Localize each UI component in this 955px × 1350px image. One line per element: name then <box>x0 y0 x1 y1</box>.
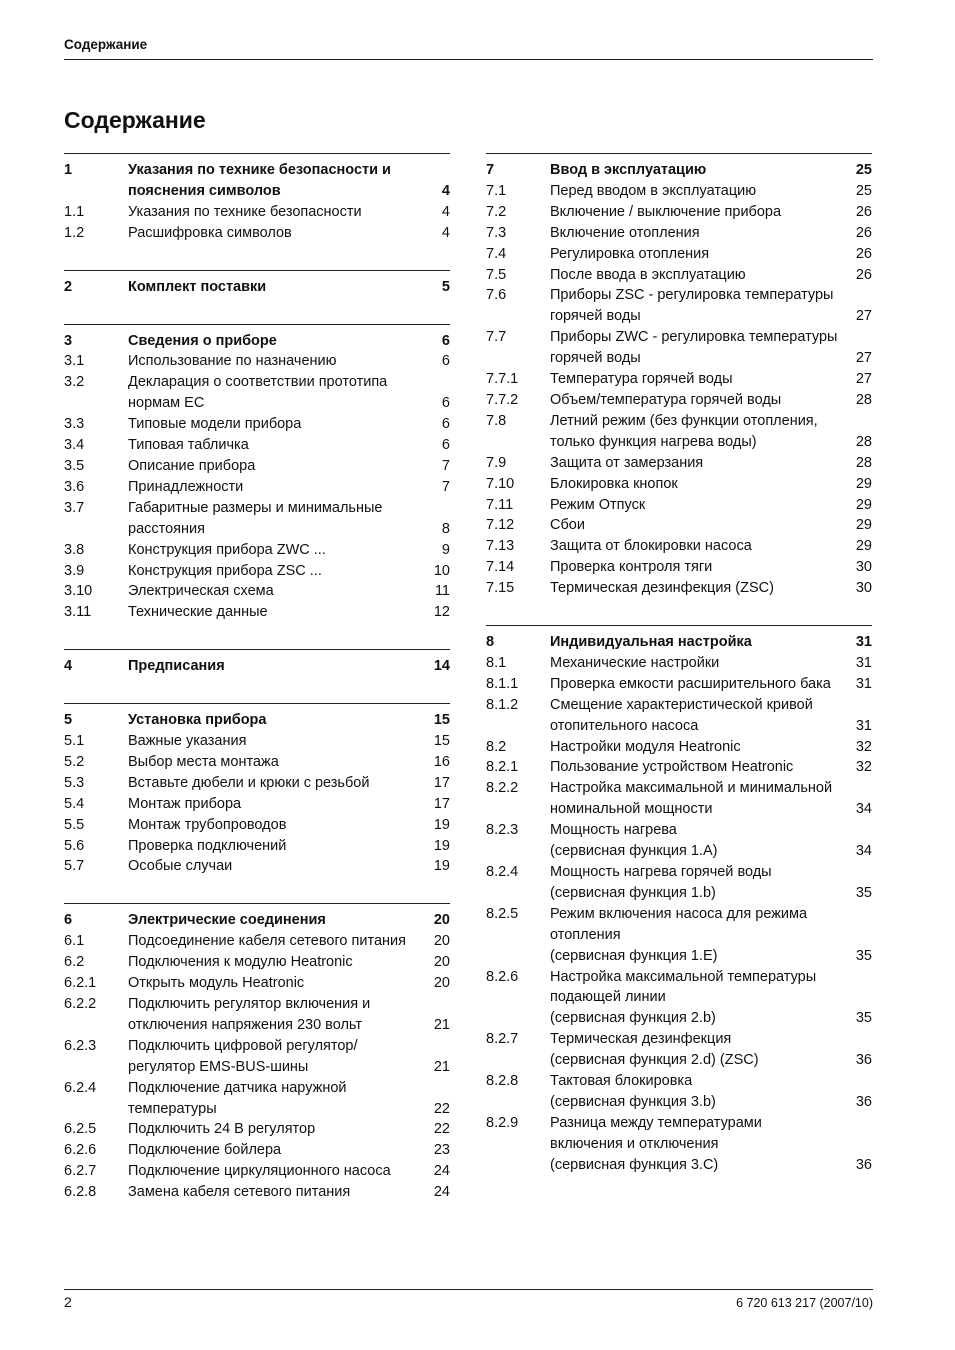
toc-entry-number: 5 <box>64 712 73 729</box>
toc-section <box>64 324 450 624</box>
toc-entry-title: Указания по технике безопасности и пояснения символов <box>128 162 391 199</box>
toc-entry-page: 22 <box>433 1100 450 1117</box>
toc-entry-number: 7.15 <box>486 580 515 597</box>
toc-entry-number: 1.1 <box>64 203 85 220</box>
toc-entry-title: Настройка максимальной и минимальной номинальной мощности <box>550 780 833 818</box>
toc-entry[interactable] <box>486 967 872 1030</box>
toc-entry[interactable] <box>486 369 872 390</box>
toc-entry-page: 26 <box>855 266 872 283</box>
toc-entry-page: 28 <box>855 433 872 450</box>
toc-entry-number: 8.2.9 <box>486 1114 519 1131</box>
toc-entry[interactable] <box>64 1078 450 1120</box>
toc-entry-title: Защита от блокировки насоса <box>550 538 752 555</box>
toc-entry-title: Комплект поставки <box>128 278 267 295</box>
toc-entry-page: 36 <box>855 1052 872 1069</box>
toc-entry-title: Подключение датчика наружной температуры <box>128 1079 347 1117</box>
toc-entry[interactable] <box>64 1140 450 1161</box>
toc-entry-page: 19 <box>433 816 450 833</box>
toc-entry-number: 3.8 <box>64 541 85 558</box>
toc-entry-number: 3.2 <box>64 374 85 391</box>
toc-entry[interactable] <box>64 561 450 582</box>
toc-entry-page: 35 <box>855 884 872 901</box>
toc-entry[interactable] <box>486 265 872 286</box>
toc-entry-page: 10 <box>433 562 450 579</box>
toc-entry-page: 29 <box>855 538 872 555</box>
toc-entry[interactable] <box>64 1119 450 1140</box>
toc-entry-title: Типовые модели прибора <box>128 416 302 433</box>
toc-entry-title: Замена кабеля сетевого питания <box>128 1184 351 1201</box>
toc-entry[interactable] <box>486 737 872 758</box>
toc-entry[interactable] <box>486 862 872 904</box>
toc-entry-number: 8.2.2 <box>486 780 519 797</box>
toc-entry-number: 7.10 <box>486 475 515 492</box>
toc-entry[interactable] <box>486 653 872 674</box>
toc-entry-number: 6.2 <box>64 954 85 971</box>
toc-section <box>64 270 450 298</box>
toc-entry[interactable] <box>486 474 872 495</box>
toc-entry-number: 8.2.1 <box>486 759 519 776</box>
toc-entry-page: 36 <box>855 1093 872 1110</box>
toc-entry-page: 5 <box>441 278 450 295</box>
toc-right-column <box>486 153 872 1202</box>
toc-entry-title: Подсоединение кабеля сетевого питания <box>128 933 406 950</box>
toc-entry-page: 30 <box>855 580 872 597</box>
toc-entry-number: 7.12 <box>486 517 515 534</box>
toc-entry-page: 27 <box>855 371 872 388</box>
toc-entry-page: 6 <box>441 395 450 412</box>
toc-entry-number: 6 <box>64 912 73 929</box>
toc-entry-title: Летний режим (без функции отопления, только функция нагрева воды) <box>550 412 818 450</box>
toc-entry-page: 16 <box>433 753 450 770</box>
toc-entry-title: Блокировка кнопок <box>550 475 678 492</box>
toc-section <box>64 703 450 877</box>
toc-entry-number: 8.2.6 <box>486 968 519 985</box>
toc-entry[interactable] <box>486 904 872 967</box>
toc-entry-title: Важные указания <box>128 733 247 750</box>
toc-entry-number: 7.14 <box>486 559 515 576</box>
toc-entry[interactable] <box>64 602 450 623</box>
toc-entry-number: 3 <box>64 332 73 349</box>
toc-entry-page: 22 <box>433 1121 450 1138</box>
toc-entry[interactable] <box>486 578 872 599</box>
toc-entry-number: 5.7 <box>64 858 85 875</box>
toc-entry-title: Тактовая блокировка (сервисная функция 3.b) <box>550 1073 716 1110</box>
toc-entry[interactable] <box>64 435 450 456</box>
toc-entry-page: 27 <box>855 308 872 325</box>
toc-entry-number: 6.1 <box>64 933 85 950</box>
page-number: 2 <box>64 1294 72 1310</box>
toc-entry-title: Мощность нагрева горячей воды (сервисная функция 1.b) <box>550 864 772 901</box>
toc-entry-number: 3.5 <box>64 457 85 474</box>
toc-entry-title: Режим Отпуск <box>550 496 646 513</box>
toc-entry-page: 35 <box>855 947 872 964</box>
toc-entry-number: 6.2.5 <box>64 1121 97 1138</box>
toc-entry-title: Конструкция прибора ZSC ... <box>128 562 322 579</box>
toc-entry[interactable] <box>64 973 450 994</box>
toc-entry-title: Типовая табличка <box>128 437 249 454</box>
toc-entry-title: Подключить цифровой регулятор/ регулятор EMS-BUS-шины <box>128 1037 358 1075</box>
toc-entry-title: Выбор места монтажа <box>128 753 279 770</box>
toc-entry-title: Монтаж трубопроводов <box>128 816 287 833</box>
toc-entry-page: 11 <box>434 583 450 600</box>
toc-entry-number: 8.1.1 <box>486 675 519 692</box>
toc-entry-number: 5.6 <box>64 837 85 854</box>
toc-entry-number: 2 <box>64 278 73 295</box>
toc-entry-number: 6.2.3 <box>64 1037 97 1054</box>
toc-entry-page: 31 <box>855 634 872 651</box>
toc-entry-title: Подключения к модулю Heatronic <box>128 954 353 971</box>
toc-entry[interactable] <box>486 1113 872 1176</box>
toc-chapter-entry[interactable] <box>64 331 450 352</box>
toc-entry-page: 20 <box>433 954 450 971</box>
toc-entry-title: Индивидуальная настройка <box>550 634 752 651</box>
toc-entry-page: 34 <box>855 801 872 818</box>
toc-entry[interactable] <box>64 952 450 973</box>
toc-chapter-entry[interactable] <box>64 160 450 202</box>
toc-entry[interactable] <box>64 931 450 952</box>
toc-entry-page: 24 <box>433 1184 450 1201</box>
toc-entry-number: 8.2.3 <box>486 822 519 839</box>
toc-entry[interactable] <box>64 1161 450 1182</box>
toc-entry-title: Режим включения насоса для режима отопления (сервисная функция 1.E) <box>550 905 808 964</box>
toc-entry-title: Настройки модуля Heatronic <box>550 738 741 755</box>
toc-entry[interactable] <box>64 994 450 1036</box>
toc-entry-number: 3.4 <box>64 437 85 454</box>
toc-entry[interactable] <box>486 223 872 244</box>
toc-entry-page: 19 <box>433 858 450 875</box>
toc-entry[interactable] <box>486 820 872 862</box>
toc-entry-title: Описание прибора <box>128 457 256 474</box>
toc-entry-page: 24 <box>433 1163 450 1180</box>
toc-entry-page: 20 <box>433 933 450 950</box>
toc-entry-title: Декларация о соответствии прототипа нормам ЕС <box>128 374 388 412</box>
toc-entry-number: 7.1 <box>486 182 507 199</box>
toc-section <box>64 649 450 677</box>
toc-entry[interactable] <box>64 456 450 477</box>
toc-entry-page: 20 <box>433 975 450 992</box>
toc-entry-title: Подключение циркуляционного насоса <box>128 1163 391 1180</box>
toc-entry-title: Мощность нагрева (сервисная функция 1.A) <box>550 822 718 860</box>
toc-entry-title: Установка прибора <box>128 712 267 729</box>
toc-entry[interactable] <box>486 757 872 778</box>
toc-entry-title: Сбои <box>550 517 585 534</box>
toc-entry[interactable] <box>64 1036 450 1078</box>
toc-entry-number: 7.3 <box>486 224 507 241</box>
toc-entry[interactable] <box>486 536 872 557</box>
toc-section <box>486 625 872 1176</box>
toc-entry-page: 8 <box>441 520 450 537</box>
toc-entry-number: 5.4 <box>64 795 85 812</box>
toc-chapter-entry[interactable] <box>486 632 872 653</box>
toc-entry-title: Проверка контроля тяги <box>550 559 713 576</box>
toc-entry-page: 28 <box>855 391 872 408</box>
toc-entry-page: 31 <box>855 675 872 692</box>
toc-entry-page: 29 <box>855 496 872 513</box>
toc-entry-title: Расшифровка символов <box>128 224 292 241</box>
toc-entry-page: 7 <box>441 457 450 474</box>
toc-entry[interactable] <box>486 327 872 369</box>
toc-entry-title: Электрические соединения <box>128 912 326 929</box>
toc-entry-number: 7.6 <box>486 287 507 304</box>
toc-entry-number: 3.1 <box>64 353 85 370</box>
toc-entry-number: 5.3 <box>64 774 85 791</box>
toc-entry[interactable] <box>64 223 450 244</box>
toc-entry-page: 25 <box>855 182 872 199</box>
toc-entry-title: Предписания <box>128 658 225 675</box>
toc-entry-number: 8.1 <box>486 654 507 671</box>
toc-entry-number: 3.10 <box>64 583 93 600</box>
toc-entry[interactable] <box>64 856 450 877</box>
toc-entry-number: 7.2 <box>486 203 507 220</box>
toc-entry-title: Объем/температура горячей воды <box>550 391 782 408</box>
toc-entry-number: 1.2 <box>64 224 85 241</box>
page-footer <box>64 1289 873 1310</box>
toc-entry-title: Приборы ZSC - регулировка температуры горячей воды <box>550 287 834 325</box>
toc-entry-number: 8.2.7 <box>486 1031 519 1048</box>
toc-entry-number: 7.8 <box>486 412 507 429</box>
toc-entry-title: Настройка максимальной температуры подающей линии (сервисная функция 2.b) <box>550 968 817 1027</box>
toc-entry-title: Электрическая схема <box>128 583 274 600</box>
document-code: 6 720 613 217 (2007/10) <box>736 1296 873 1310</box>
toc-entry-page: 4 <box>441 182 450 199</box>
toc-entry-page: 6 <box>441 332 450 349</box>
toc-entry-title: Подключение бойлера <box>128 1142 282 1159</box>
toc-entry-title: Термическая дезинфекция (ZSC) <box>550 580 774 597</box>
toc-entry-number: 8.2.5 <box>486 905 519 922</box>
toc-entry[interactable] <box>486 695 872 737</box>
toc-entry[interactable] <box>64 773 450 794</box>
toc-entry-title: После ввода в эксплуатацию <box>550 266 746 283</box>
toc-entry-number: 8.1.2 <box>486 696 519 713</box>
toc-entry[interactable] <box>64 202 450 223</box>
toc-entry-page: 32 <box>855 759 872 776</box>
toc-entry[interactable] <box>486 181 872 202</box>
toc-entry[interactable] <box>486 1029 872 1071</box>
toc-entry-number: 7.11 <box>486 496 514 513</box>
toc-chapter-entry[interactable] <box>486 160 872 181</box>
toc-entry[interactable] <box>64 836 450 857</box>
toc-entry-number: 6.2.7 <box>64 1163 97 1180</box>
toc-entry-page: 7 <box>441 478 450 495</box>
toc-section <box>486 153 872 599</box>
toc-entry-page: 23 <box>433 1142 450 1159</box>
toc-entry-title: Защита от замерзания <box>550 454 704 471</box>
toc-entry-page: 21 <box>433 1058 450 1075</box>
toc-entry-page: 6 <box>441 416 450 433</box>
toc-entry[interactable] <box>64 581 450 602</box>
toc-entry-number: 7.9 <box>486 454 507 471</box>
toc-entry-page: 26 <box>855 203 872 220</box>
toc-chapter-entry[interactable] <box>64 277 450 298</box>
toc-entry-page: 17 <box>433 774 450 791</box>
toc-entry-number: 7.13 <box>486 538 515 555</box>
toc-entry-number: 7.7 <box>486 329 507 346</box>
toc-entry-number: 7.4 <box>486 245 507 262</box>
toc-entry-title: Проверка емкости расширительного бака <box>550 675 831 692</box>
toc-entry-page: 31 <box>855 654 872 671</box>
toc-entry-title: Термическая дезинфекция (сервисная функция 2.d) (ZSC) <box>550 1031 759 1069</box>
toc-entry[interactable] <box>486 202 872 223</box>
toc-entry-page: 19 <box>433 837 450 854</box>
toc-entry-title: Механические настройки <box>550 654 720 671</box>
toc-entry-page: 6 <box>441 353 450 370</box>
toc-entry-number: 3.11 <box>64 604 92 621</box>
toc-entry[interactable] <box>64 372 450 414</box>
toc-entry-page: 31 <box>855 717 872 734</box>
toc-entry-page: 34 <box>855 843 872 860</box>
toc-entry[interactable] <box>64 794 450 815</box>
toc-entry[interactable] <box>64 351 450 372</box>
toc-entry-page: 29 <box>855 517 872 534</box>
toc-entry-page: 21 <box>433 1016 450 1033</box>
toc-entry-number: 8.2 <box>486 738 507 755</box>
toc-entry-title: Открыть модуль Heatronic <box>128 975 305 992</box>
toc-entry-page: 28 <box>855 454 872 471</box>
toc-chapter-entry[interactable] <box>64 910 450 931</box>
toc-entry-title: Разница между температурами включения и отключения (сервисная функция 3.C) <box>550 1114 762 1173</box>
toc-entry-page: 15 <box>433 712 450 729</box>
toc-entry-page: 12 <box>433 604 450 621</box>
toc-entry-title: Подключить 24 В регулятор <box>128 1121 316 1138</box>
toc-section <box>64 153 450 244</box>
toc-entry[interactable] <box>486 1071 872 1113</box>
toc-entry-number: 6.2.4 <box>64 1079 97 1096</box>
toc-section <box>64 903 450 1203</box>
toc-entry-title: Технические данные <box>128 604 268 621</box>
toc-entry-number: 3.6 <box>64 478 85 495</box>
toc-entry-page: 35 <box>855 1010 872 1027</box>
toc-chapter-entry[interactable] <box>64 656 450 677</box>
running-header: Содержание <box>64 37 873 60</box>
toc-entry-title: Принадлежности <box>128 478 244 495</box>
toc-entry-title: Сведения о приборе <box>128 332 277 349</box>
toc-entry-page: 4 <box>441 203 450 220</box>
toc-entry-number: 3.9 <box>64 562 85 579</box>
toc-entry-page: 27 <box>855 350 872 367</box>
toc-entry-number: 5.5 <box>64 816 85 833</box>
toc-entry-number: 7 <box>486 162 495 178</box>
toc-entry-page: 20 <box>433 912 450 929</box>
toc-entry-page: 15 <box>433 733 450 750</box>
toc-entry-page: 29 <box>855 475 872 492</box>
toc-entry-title: Габаритные размеры и минимальные расстояния <box>128 499 383 537</box>
toc-entry[interactable] <box>486 557 872 578</box>
toc-entry[interactable] <box>486 495 872 516</box>
toc-entry-title: Проверка подключений <box>128 837 287 854</box>
toc-entry[interactable] <box>486 390 872 411</box>
toc-entry-title: Указания по технике безопасности <box>128 203 362 220</box>
toc-entry-number: 8.2.8 <box>486 1073 519 1090</box>
toc-entry-page: 14 <box>433 658 450 675</box>
toc-entry[interactable] <box>486 453 872 474</box>
toc-entry-number: 7.7.2 <box>486 391 519 408</box>
toc-entry-number: 6.2.8 <box>64 1184 97 1201</box>
toc-entry[interactable] <box>486 515 872 536</box>
toc-entry-page: 4 <box>441 224 450 241</box>
toc-entry-title: Приборы ZWC - регулировка температуры горячей воды <box>550 329 838 367</box>
toc-entry[interactable] <box>486 674 872 695</box>
toc-entry-title: Подключить регулятор включения и отключения напряжения 230 вольт <box>128 996 371 1033</box>
toc-entry[interactable] <box>64 477 450 498</box>
toc-entry[interactable] <box>486 285 872 327</box>
page-title: Содержание <box>64 107 206 133</box>
toc-entry[interactable] <box>64 414 450 435</box>
toc-entry[interactable] <box>64 498 450 540</box>
toc-entry-title: Использование по назначению <box>128 353 337 370</box>
toc-entry-title: Ввод в эксплуатацию <box>550 162 707 178</box>
toc-entry-number: 8 <box>486 634 495 651</box>
toc-entry-number: 7.5 <box>486 266 507 283</box>
toc-entry-number: 3.7 <box>64 499 85 516</box>
toc-entry-title: Смещение характеристической кривой отопительного насоса <box>550 696 813 734</box>
toc-entry[interactable] <box>486 778 872 820</box>
toc-entry-page: 25 <box>855 162 872 178</box>
toc-entry-number: 6.2.2 <box>64 996 97 1012</box>
toc-entry-number: 6.2.6 <box>64 1142 97 1159</box>
toc-entry[interactable] <box>486 244 872 265</box>
toc-entry-number: 1 <box>64 162 73 178</box>
toc-entry[interactable] <box>64 1182 450 1203</box>
toc-entry-page: 30 <box>855 559 872 576</box>
toc-entry[interactable] <box>64 815 450 836</box>
toc-entry-page: 6 <box>441 437 450 454</box>
toc-entry-page: 17 <box>433 795 450 812</box>
toc-entry-title: Особые случаи <box>128 858 233 875</box>
toc-entry-title: Перед вводом в эксплуатацию <box>550 182 757 199</box>
toc-entry-page: 26 <box>855 245 872 262</box>
toc-entry-number: 5.1 <box>64 733 85 750</box>
toc-entry-title: Включение отопления <box>550 224 700 241</box>
toc-entry[interactable] <box>64 731 450 752</box>
toc-entry-title: Температура горячей воды <box>550 371 733 388</box>
toc-entry-title: Вставьте дюбели и крюки с резьбой <box>128 774 370 791</box>
toc-entry[interactable] <box>64 752 450 773</box>
toc-entry-number: 7.7.1 <box>486 371 519 388</box>
toc-entry[interactable] <box>64 540 450 561</box>
toc-entry-page: 32 <box>855 738 872 755</box>
toc-entry[interactable] <box>486 411 872 453</box>
toc-entry-number: 4 <box>64 658 73 675</box>
toc-entry-number: 6.2.1 <box>64 975 97 992</box>
toc-entry-page: 9 <box>441 541 450 558</box>
toc-entry-title: Монтаж прибора <box>128 795 242 812</box>
toc-entry-number: 5.2 <box>64 753 85 770</box>
toc-left-column <box>64 153 450 1229</box>
toc-entry-number: 3.3 <box>64 416 85 433</box>
toc-entry-page: 26 <box>855 224 872 241</box>
toc-entry-number: 8.2.4 <box>486 864 519 880</box>
toc-entry-title: Пользование устройством Heatronic <box>550 759 794 776</box>
toc-entry-title: Включение / выключение прибора <box>550 203 782 220</box>
toc-entry-title: Конструкция прибора ZWC ... <box>128 541 326 558</box>
toc-entry-title: Регулировка отопления <box>550 245 710 262</box>
toc-chapter-entry[interactable] <box>64 710 450 731</box>
toc-entry-page: 36 <box>855 1156 872 1173</box>
